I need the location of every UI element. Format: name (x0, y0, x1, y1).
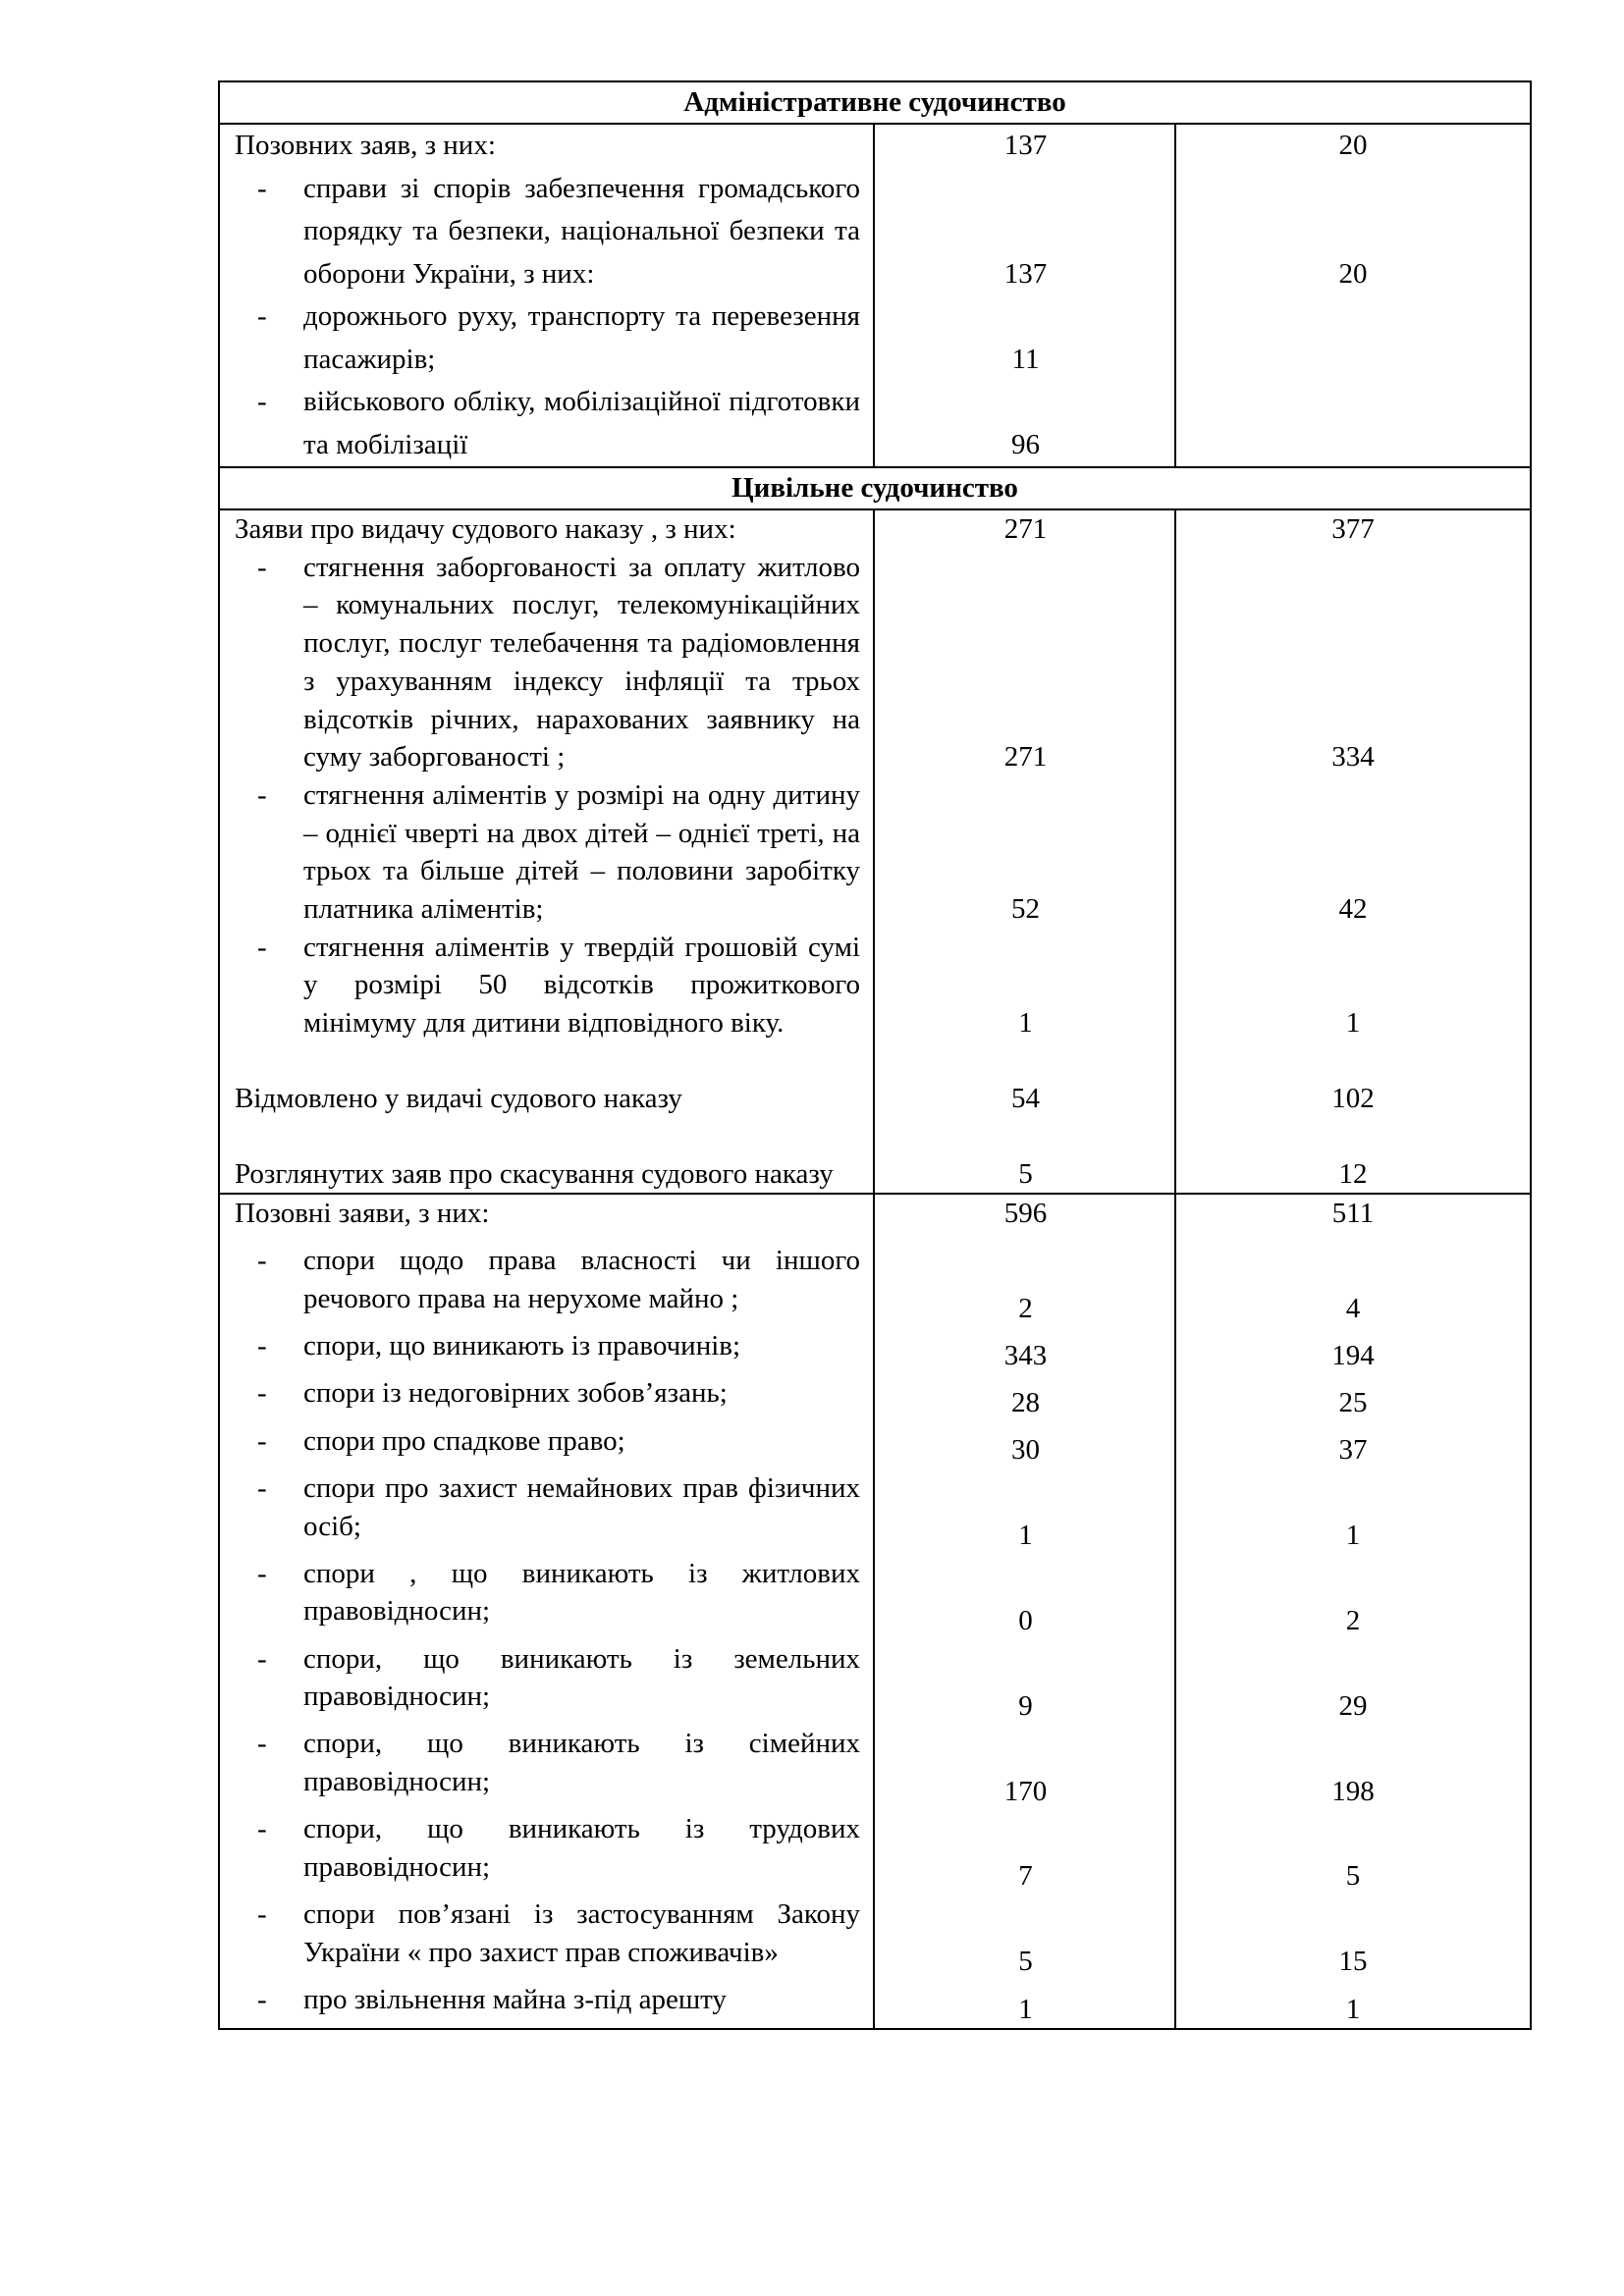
value-column-1: 52 (1011, 893, 1040, 926)
value-column-1: 11 (1011, 343, 1040, 375)
bullet-dash: - (257, 1245, 267, 1277)
value-column-1: 9 (1018, 1689, 1033, 1722)
value-column-1: 30 (1011, 1434, 1040, 1467)
value-column-1: 54 (1011, 1082, 1040, 1114)
value-column-2: 42 (1338, 893, 1368, 926)
value-column-1: 596 (1003, 1198, 1048, 1230)
row-label-text: спори, що виникають із трудових правовідносин; (303, 1813, 860, 1884)
row-label (220, 1810, 875, 1896)
row-label-text: Розглянутих заяв про скасування судового наказу (235, 1157, 834, 1190)
row-label-text: спори, що виникають із сімейних правовідносин; (303, 1728, 860, 1798)
value-column-2: 20 (1338, 257, 1368, 290)
row-label-text: військового обліку, мобілізаційної підготовки та мобілізації (303, 386, 860, 460)
bullet-dash: - (257, 1377, 267, 1410)
bullet-dash: - (257, 1898, 267, 1931)
value-column-1: 137 (1003, 257, 1048, 290)
row-label-text: стягнення заборгованості за оплату житлово – комунальних послуг, телекомунікаційних послуг, послуг телебачення та радіомовлення з урахуванням індексу інфляції та трьох відсотків річних, нарахованих заявнику на суму заборгованості ; (303, 551, 860, 774)
row-label-text: Заяви про видачу судового наказу , з них: (235, 513, 736, 545)
bullet-dash: - (257, 1557, 267, 1589)
row-label-text: стягнення аліментів у розмірі на одну дитину – однієї чверті на двох дітей – однієї треті, на трьох та більше дітей – половини заробітку платника аліментів; (303, 778, 860, 926)
row-label (220, 1374, 875, 1421)
row-label (220, 1469, 875, 1555)
row-label (220, 776, 875, 929)
row-label-text: спори щодо права власності чи іншого речового права на нерухоме майно ; (303, 1245, 860, 1315)
bullet-dash: - (257, 1471, 267, 1504)
row-label (220, 125, 875, 168)
section-header: Адміністративне судочинство (220, 82, 1530, 125)
row-label-text: спори, що виникають із правочинів; (303, 1330, 741, 1362)
value-column-2: 2 (1345, 1604, 1361, 1636)
row-label-text: Позовних заяв, з них: (235, 130, 496, 161)
value-column-2: 198 (1331, 1775, 1375, 1807)
bullet-dash: - (257, 1728, 267, 1760)
row-label (220, 295, 875, 381)
row-label-text: Позовні заяви, з них: (235, 1198, 490, 1230)
row-label (220, 1981, 875, 2028)
value-column-2: 1 (1345, 1007, 1361, 1040)
bullet-dash: - (257, 931, 267, 963)
table-block (220, 1195, 1530, 2028)
value-column-2: 194 (1331, 1339, 1375, 1371)
row-label (220, 168, 875, 296)
value-column-2: 37 (1338, 1434, 1368, 1467)
value-column-2: 5 (1345, 1860, 1361, 1893)
row-label-text: про звільнення майна з-під арешту (303, 1984, 727, 2016)
value-column-2: 1 (1345, 1993, 1361, 2025)
value-column-2: 1 (1345, 1519, 1361, 1551)
row-label-text: спори із недоговірних зобов’язань; (303, 1377, 728, 1410)
bullet-dash: - (257, 1984, 267, 2016)
value-column-1: 5 (1018, 1946, 1033, 1978)
spacer (220, 1042, 1530, 1080)
column-divider (1174, 125, 1176, 466)
value-column-1: 96 (1011, 428, 1040, 460)
row-label (220, 1725, 875, 1810)
value-column-2: 20 (1338, 130, 1368, 161)
value-column-2: 15 (1338, 1946, 1368, 1978)
row-label (220, 1155, 875, 1194)
value-column-1: 1 (1018, 1519, 1033, 1551)
bullet-dash: - (257, 1642, 267, 1675)
value-column-1: 170 (1003, 1775, 1048, 1807)
row-label (220, 1327, 875, 1374)
bullet-dash: - (257, 1330, 267, 1362)
row-label (220, 1195, 875, 1242)
row-label (220, 929, 875, 1042)
row-label-text: спори, що виникають із земельних правовідносин; (303, 1642, 860, 1713)
bullet-dash: - (257, 551, 267, 583)
value-column-1: 1 (1018, 1993, 1033, 2025)
row-label-text: Відмовлено у видачі судового наказу (235, 1082, 682, 1114)
bullet-dash: - (257, 386, 267, 417)
row-label (220, 1555, 875, 1640)
bullet-dash: - (257, 300, 267, 332)
bullet-dash: - (257, 172, 267, 204)
value-column-2: 29 (1338, 1689, 1368, 1722)
section-header: Цивільне судочинство (220, 468, 1530, 510)
value-column-1: 5 (1018, 1157, 1033, 1190)
row-label-text: спори про спадкове право; (303, 1424, 625, 1457)
row-label-text: спори , що виникають із житлових правовідносин; (303, 1557, 860, 1628)
value-column-2: 334 (1331, 741, 1375, 774)
row-label (220, 1896, 875, 1981)
row-label (220, 1080, 875, 1118)
value-column-1: 343 (1003, 1339, 1048, 1371)
spacer (220, 1118, 1530, 1155)
bullet-dash: - (257, 1424, 267, 1457)
row-label (220, 1640, 875, 1726)
row-label (220, 510, 875, 549)
value-column-2: 12 (1338, 1157, 1368, 1190)
column-divider (1174, 1195, 1176, 2028)
row-label-text: дорожнього руху, транспорту та перевезення пасажирів; (303, 300, 860, 375)
value-column-2: 4 (1345, 1292, 1361, 1324)
value-column-1: 28 (1011, 1386, 1040, 1418)
bullet-dash: - (257, 778, 267, 811)
value-column-2: 102 (1331, 1082, 1375, 1114)
table-block (220, 510, 1530, 1195)
row-label (220, 549, 875, 776)
value-column-1: 0 (1018, 1604, 1033, 1636)
row-label-text: спори пов’язані із застосуванням Закону України « про захист прав споживачів» (303, 1898, 860, 1968)
value-column-1: 137 (1003, 130, 1048, 161)
value-column-1: 271 (1003, 513, 1048, 545)
value-column-1: 271 (1003, 741, 1048, 774)
row-label (220, 1242, 875, 1327)
statistics-table (218, 80, 1532, 2030)
table-block (220, 125, 1530, 468)
row-label-text: справи зі спорів забезпечення громадського порядку та безпеки, національної безпеки та оборони України, з них: (303, 172, 860, 290)
row-label (220, 1422, 875, 1469)
row-label (220, 381, 875, 466)
bullet-dash: - (257, 1813, 267, 1845)
value-column-1: 2 (1018, 1292, 1033, 1324)
column-divider (1174, 510, 1176, 1193)
value-column-1: 1 (1018, 1007, 1033, 1040)
row-label-text: спори про захист немайнових прав фізичних осіб; (303, 1471, 860, 1542)
value-column-2: 25 (1338, 1386, 1368, 1418)
value-column-2: 511 (1331, 1198, 1375, 1230)
row-label-text: стягнення аліментів у твердій грошовій сумі у розмірі 50 відсотків прожиткового мінімуму для дитини відповідного віку. (303, 931, 860, 1040)
value-column-2: 377 (1331, 513, 1375, 545)
value-column-1: 7 (1018, 1860, 1033, 1893)
